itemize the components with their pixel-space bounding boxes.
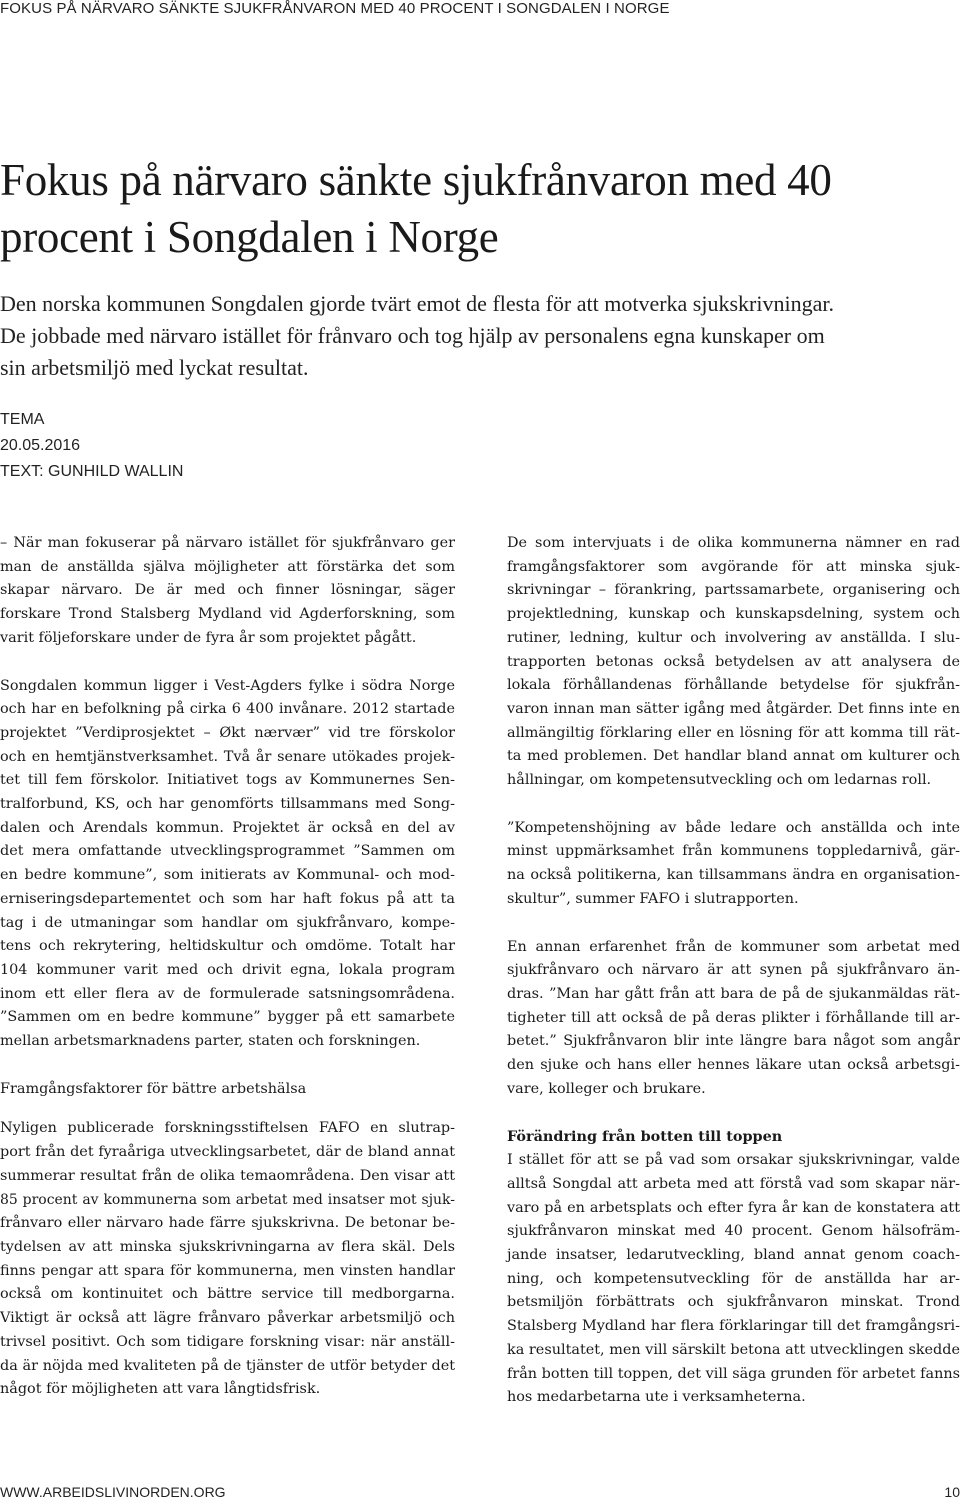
text-line: da är nöjda med kvaliteten på de tjänster de utför betyder det — [0, 1357, 455, 1374]
text-line: och har en befolkning på cirka 6 400 invånare. 2012 startade — [0, 701, 455, 718]
title-line: Fokus på närvaro sänkte sjukfrånvaron med 40 — [0, 155, 832, 205]
text-line: tet till fem förskolor. Initiativet togs av Kommunernes Sen- — [0, 772, 455, 789]
text-line: allmängiltig förklaring eller en lösning för att komma till rät- — [507, 724, 960, 741]
text-line: det mera omfattande utvecklingsprogrammet ”Sammen om — [0, 843, 455, 860]
article-lead — [0, 288, 960, 384]
text-line: projektledning, kunskap och kunskapsdelning, system och — [507, 606, 960, 623]
footer-website: WWW.ARBEIDSLIVINORDEN.ORG — [0, 1484, 226, 1500]
paragraph — [0, 675, 455, 1054]
text-line: betsmiljön förbättrats och sjukfrånvaron minskat. Trond — [507, 1294, 960, 1311]
text-line: Stalsberg Mydland har flera förklaringar till det framgångsri- — [507, 1318, 960, 1335]
paragraph — [507, 532, 960, 793]
text-line: trapporten betonas också betydelsen av att analysera de — [507, 653, 960, 670]
text-line: Nyligen publicerade forskningsstiftelsen FAFO en slutrap- — [0, 1120, 455, 1137]
text-line: I stället för att se på vad som orsakar sjukskrivningar, valde — [507, 1152, 960, 1169]
lead-line: Den norska kommunen Songdalen gjorde tvärt emot de flesta för att motverka sjukskrivningar. — [0, 291, 834, 316]
text-line: erniseringsdepartementet och som har haft fokus på att ta — [0, 890, 455, 907]
text-line: ning, och kompetensutveckling för de anställda har ar- — [507, 1270, 960, 1287]
paragraph — [507, 817, 960, 912]
text-line: rutiner, ledning, kultur och involvering av anställda. I slu- — [507, 629, 960, 646]
text-line: också om kontinuitet och bättre service till medborgarna. — [0, 1286, 455, 1303]
lead-line: sin arbetsmiljö med lyckat resultat. — [0, 355, 309, 380]
text-line: ka resultatet, men vill särskilt betona att utvecklingen skedde — [507, 1341, 960, 1358]
text-line: sjukfrånvaron minskat med 40 procent. Genom hälsofräm- — [507, 1223, 960, 1240]
section-subheading: Framgångsfaktorer för bättre arbetshälsa — [0, 1080, 307, 1097]
text-line: skultur”, summer FAFO i slutrapporten. — [507, 890, 799, 907]
article-title — [0, 152, 960, 266]
text-line: varo på en arbetsplats och efter fyra år kan de konstatera att — [507, 1199, 960, 1216]
text-line: man de anställda själva möjligheter att förstärka det som — [0, 558, 455, 575]
text-line: framgångsfaktorer som avgörande för att minska sjuk- — [507, 558, 960, 575]
text-line: inom ett eller flera av de formulerade satsningsområdena. — [0, 985, 455, 1002]
text-line: – När man fokuserar på närvaro istället för sjukfrånvaro ger — [0, 535, 455, 551]
text-line: från botten till toppen, det vill säga grunden för arbetet fanns — [507, 1365, 960, 1382]
text-line: Songdalen kommun ligger i Vest-Agders fylke i södra Norge — [0, 677, 455, 694]
lead-line: De jobbade med närvaro istället för frånvaro och tog hjälp av personalens egna kunskaper om — [0, 323, 825, 348]
text-line: na också politikerna, kan tillsammans ändra en organisation- — [507, 867, 960, 884]
text-line: trivsel positivt. Och som tidigare forskning visar: när anställ- — [0, 1333, 455, 1350]
text-line: mellan arbetsmarknadens parter, staten och forskningen. — [0, 1033, 421, 1050]
text-line: 85 procent av kommunerna som arbetat med insatser mot sjuk- — [0, 1191, 455, 1208]
paragraph — [0, 532, 455, 651]
title-line: procent i Songdalen i Norge — [0, 212, 499, 262]
text-line: port från det fyraåriga utvecklingsarbetet, där de bland annat — [0, 1144, 455, 1161]
article-meta — [0, 407, 183, 485]
text-line: vare, kolleger och brukare. — [507, 1080, 706, 1097]
left-column — [0, 532, 455, 1402]
text-line: finns pengar att spara för kommunerna, men vinsten handlar — [0, 1262, 455, 1279]
text-line: lokala förhållandenas förhållande betydelse för sjukfrån- — [507, 677, 960, 694]
text-line: tigheter till att också de på deras plikter i förhållande till ar- — [507, 1009, 960, 1026]
text-line: summerar resultat från de olika temaområdena. Den visar att — [0, 1167, 455, 1184]
running-head: FOKUS PÅ NÄRVARO SÄNKTE SJUKFRÅNVARON MED 40 PROCENT I SONGDALEN I NORGE — [0, 0, 670, 17]
text-line: tag i de utmaningar som handlar om sjukfrånvaro, kompe- — [0, 914, 455, 931]
text-line: forskare Trond Stalsberg Mydland vid Agderforskning, som — [0, 606, 455, 623]
text-line: ”Sammen om en bedre kommune” bygger på ett samarbete — [0, 1009, 455, 1026]
text-line: varit följeforskare under de fyra år som projektet pågått. — [0, 629, 417, 646]
text-line: den sjuke och hans eller hennes läkare utan också arbetsgi- — [507, 1057, 960, 1074]
text-line: skapar närvaro. De är med och finner lösningar, säger — [0, 582, 455, 599]
text-line: sjukfrånvaro och närvaro är att synen på sjukfrånvaro än- — [507, 962, 960, 979]
text-line: tralforbund, KS, och har genomförts tillsammans med Song- — [0, 796, 455, 813]
text-line: och en hemtjänstverksamhet. Två år senare utökades projek- — [0, 748, 455, 765]
text-line: hos medarbetarna ute i verksamheterna. — [507, 1389, 806, 1406]
section-subheading: Förändring från botten till toppen — [507, 1128, 783, 1146]
text-line: betet.” Sjukfrånvaron blir inte längre bara något som angår — [507, 1033, 960, 1050]
text-line: något för möjligheten att vara långtidsfrisk. — [0, 1381, 321, 1398]
text-line: ta med problemen. Det handlar bland annat om kulturer och — [507, 748, 960, 765]
paragraph — [507, 1149, 960, 1410]
text-line: varon innan man sätter igång med åtgärder. Det finns inte en — [507, 700, 960, 717]
text-line: alltså Songdal att arbeta med att förstå vad som skapar när- — [507, 1175, 960, 1192]
right-column — [507, 532, 960, 1410]
text-line: En annan erfarenhet från de kommuner som arbetat med — [507, 938, 960, 955]
text-line: Viktigt är också att lägre frånvaro påverkar arbetsmiljö och — [0, 1310, 455, 1327]
text-line: 104 kommuner varit med och drivit egna, lokala program — [0, 961, 455, 978]
text-line: jande insatser, ledarutveckling, bland annat genom coach- — [507, 1246, 960, 1263]
text-line: dras. ”Man har gått från att bara de på de sjukanmäldas rät- — [507, 985, 960, 1002]
text-line: en bedre kommune”, som initierats av Kommunal- och mod- — [0, 867, 455, 884]
text-line: tydelsen av att minska sjukskrivningarna av flera skäl. Dels — [0, 1238, 455, 1255]
text-line: dalen och Arendals kommun. Projektet är också en del av — [0, 819, 455, 836]
text-line: hållningar, om kompetensutveckling och om ledarnas roll. — [507, 772, 932, 789]
text-line: tens och rekrytering, heltidskultur och omdöme. Totalt har — [0, 938, 455, 955]
paragraph — [507, 936, 960, 1102]
text-line: minst uppmärksamhet från kommunens toppledarnivå, gär- — [507, 843, 960, 860]
byline: TEXT: GUNHILD WALLIN — [0, 463, 184, 480]
text-line: De som intervjuats i de olika kommunerna nämner en rad — [507, 535, 960, 551]
text-line: frånvaro eller närvaro hade färre sjukskrivna. De betonar be- — [0, 1215, 455, 1232]
publish-date: 20.05.2016 — [0, 437, 81, 454]
category-label: TEMA — [0, 411, 45, 428]
text-line: ”Kompetenshöjning av både ledare och anställda och inte — [507, 819, 960, 836]
text-line: projektet ”Verdiprosjektet – Økt nærvær” vid tre förskolor — [0, 724, 455, 741]
text-line: skrivningar – förankring, partssamarbete, organisering och — [507, 582, 960, 599]
page-number: 10 — [944, 1484, 960, 1500]
paragraph — [0, 1117, 455, 1401]
